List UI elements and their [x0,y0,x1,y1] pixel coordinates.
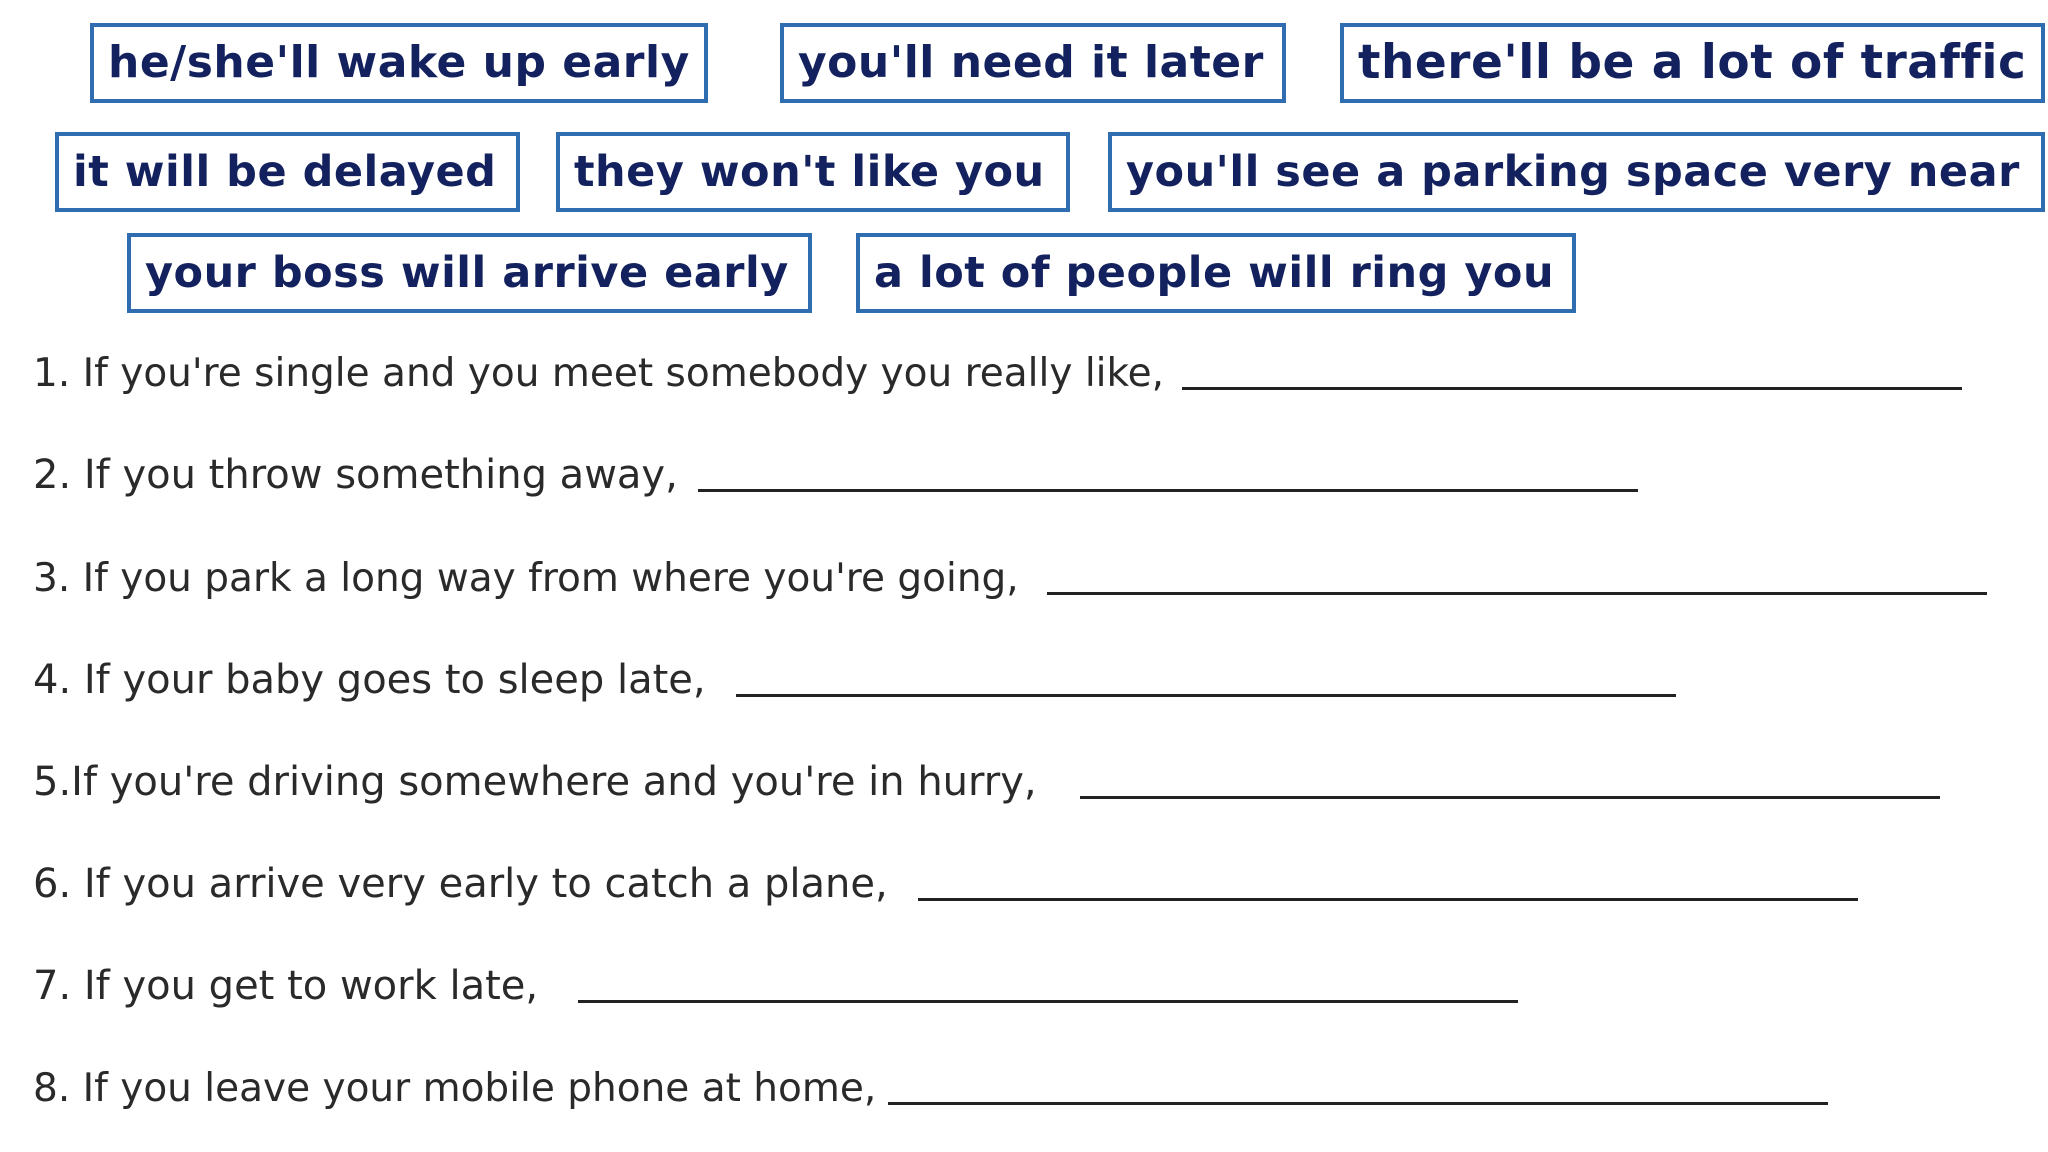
question-2 [33,442,678,502]
question-text: 1. If you're single and you meet somebody you really like, [33,351,1165,396]
word-bank-chip[interactable]: you'll see a parking space very near [1108,132,2045,212]
question-text: 2. If you throw something away, [33,452,678,498]
question-6 [33,851,888,911]
question-text: 8. If you leave your mobile phone at home, [33,1066,877,1111]
question-text: 5.If you're driving somewhere and you're in hurry, [33,759,1037,805]
word-bank-chip[interactable]: there'll be a lot of traffic [1340,23,2045,103]
question-3 [33,545,1019,605]
word-bank-chip[interactable]: you'll need it later [780,23,1286,103]
word-bank-chip[interactable]: he/she'll wake up early [90,23,708,103]
word-bank-chip[interactable]: a lot of people will ring you [856,233,1576,313]
question-5 [33,749,1037,809]
word-bank-chip[interactable]: they won't like you [556,132,1070,212]
answer-blank-6[interactable] [918,898,1858,901]
question-4 [33,647,706,707]
question-8 [33,1055,876,1115]
word-bank-chip[interactable]: your boss will arrive early [127,233,812,313]
question-1 [33,340,1164,400]
question-text: 6. If you arrive very early to catch a plane, [33,861,888,907]
answer-blank-1[interactable] [1182,387,1962,390]
answer-blank-3[interactable] [1047,592,1987,595]
question-text: 7. If you get to work late, [33,963,539,1009]
answer-blank-5[interactable] [1080,796,1940,799]
question-text: 3. If you park a long way from where you're going, [33,556,1019,601]
answer-blank-4[interactable] [736,694,1676,697]
question-text: 4. If your baby goes to sleep late, [33,657,706,703]
answer-blank-2[interactable] [698,489,1638,492]
answer-blank-7[interactable] [578,1000,1518,1003]
word-bank-chip[interactable]: it will be delayed [55,132,520,212]
answer-blank-8[interactable] [888,1102,1828,1105]
question-7 [33,953,538,1013]
